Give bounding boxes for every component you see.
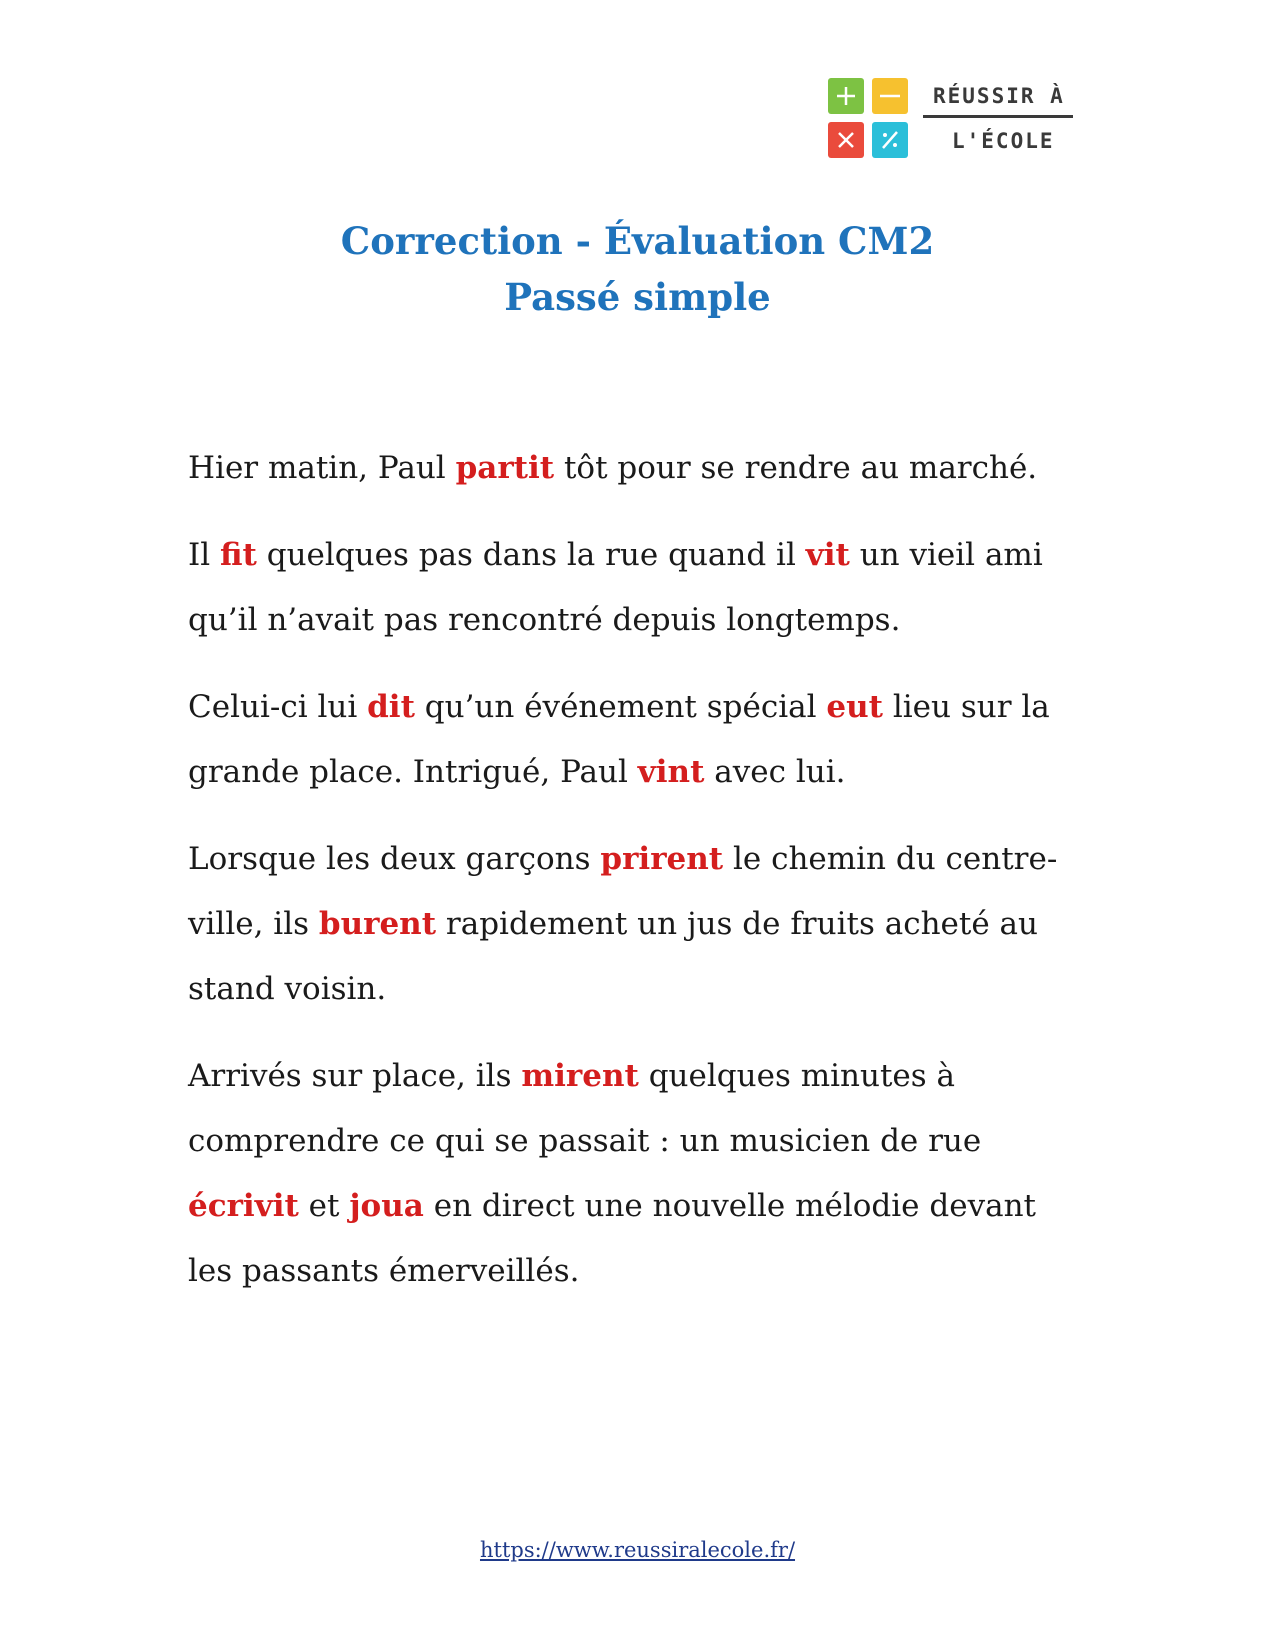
text-line bbox=[188, 1239, 1068, 1304]
text-line bbox=[188, 675, 1068, 740]
text-line bbox=[188, 740, 1068, 805]
paragraph bbox=[188, 523, 1068, 653]
text-line bbox=[188, 1174, 1068, 1239]
paragraph bbox=[188, 1044, 1068, 1304]
text-segment: Arrivés sur place, ils bbox=[188, 1058, 522, 1094]
text-line bbox=[188, 523, 1068, 588]
minus-icon bbox=[872, 78, 908, 114]
text-segment: et bbox=[298, 1188, 350, 1224]
text-segment: comprendre ce qui se passait : un musicien de rue bbox=[188, 1123, 982, 1159]
title-line-2: Passé simple bbox=[504, 275, 771, 319]
text-line bbox=[188, 588, 1068, 653]
conjugated-verb: eut bbox=[826, 689, 883, 725]
text-segment: en direct une nouvelle mélodie devant bbox=[423, 1188, 1036, 1224]
text-segment: Il bbox=[188, 537, 221, 573]
conjugated-verb: joua bbox=[349, 1188, 424, 1224]
conjugated-verb: dit bbox=[367, 689, 415, 725]
paragraph bbox=[188, 675, 1068, 805]
conjugated-verb: fit bbox=[220, 537, 257, 573]
logo-icon-grid bbox=[828, 78, 908, 158]
text-segment: Celui-ci lui bbox=[188, 689, 368, 725]
conjugated-verb: écrivit bbox=[188, 1188, 299, 1224]
page-title bbox=[0, 213, 1275, 325]
text-line bbox=[188, 892, 1068, 957]
text-line bbox=[188, 827, 1068, 892]
text-segment: un vieil ami bbox=[849, 537, 1043, 573]
text-segment: Lorsque les deux garçons bbox=[188, 841, 601, 877]
text-segment: quelques minutes à bbox=[638, 1058, 955, 1094]
paragraph bbox=[188, 827, 1068, 1022]
times-icon bbox=[828, 122, 864, 158]
text-segment: ville, ils bbox=[188, 906, 319, 942]
conjugated-verb: burent bbox=[318, 906, 437, 942]
correction-text bbox=[188, 436, 1068, 1326]
text-segment: qu’il n’avait pas rencontré depuis longtemps. bbox=[188, 602, 901, 638]
text-segment: quelques pas dans la rue quand il bbox=[256, 537, 806, 573]
text-segment: tôt pour se rendre au marché. bbox=[554, 450, 1038, 486]
conjugated-verb: partit bbox=[455, 450, 555, 486]
text-segment: grande place. Intrigué, Paul bbox=[188, 754, 638, 790]
text-segment: les passants émerveillés. bbox=[188, 1253, 580, 1289]
text-segment: le chemin du centre- bbox=[723, 841, 1058, 877]
text-segment: qu’un événement spécial bbox=[414, 689, 827, 725]
logo-line-2: L'ÉCOLE bbox=[952, 129, 1055, 153]
text-segment: rapidement un jus de fruits acheté au bbox=[436, 906, 1038, 942]
text-segment: stand voisin. bbox=[188, 971, 387, 1007]
percent-icon bbox=[872, 122, 908, 158]
text-line bbox=[188, 957, 1068, 1022]
plus-icon bbox=[828, 78, 864, 114]
website-link[interactable]: https://www.reussiralecole.fr/ bbox=[479, 1538, 796, 1562]
text-line bbox=[188, 436, 1068, 501]
text-line bbox=[188, 1109, 1068, 1174]
text-segment: Hier matin, Paul bbox=[188, 450, 456, 486]
footer bbox=[0, 1538, 1275, 1562]
text-segment: lieu sur la bbox=[882, 689, 1050, 725]
logo-line-1: RÉUSSIR À bbox=[933, 84, 1065, 108]
conjugated-verb: prirent bbox=[600, 841, 724, 877]
logo-wordmark bbox=[923, 78, 1073, 158]
title-line-1: Correction - Évaluation CM2 bbox=[340, 219, 935, 263]
text-segment: avec lui. bbox=[704, 754, 846, 790]
paragraph bbox=[188, 436, 1068, 501]
conjugated-verb: vit bbox=[805, 537, 850, 573]
site-logo bbox=[828, 78, 1073, 158]
logo-divider bbox=[923, 115, 1073, 118]
text-line bbox=[188, 1044, 1068, 1109]
conjugated-verb: vint bbox=[637, 754, 705, 790]
conjugated-verb: mirent bbox=[521, 1058, 639, 1094]
